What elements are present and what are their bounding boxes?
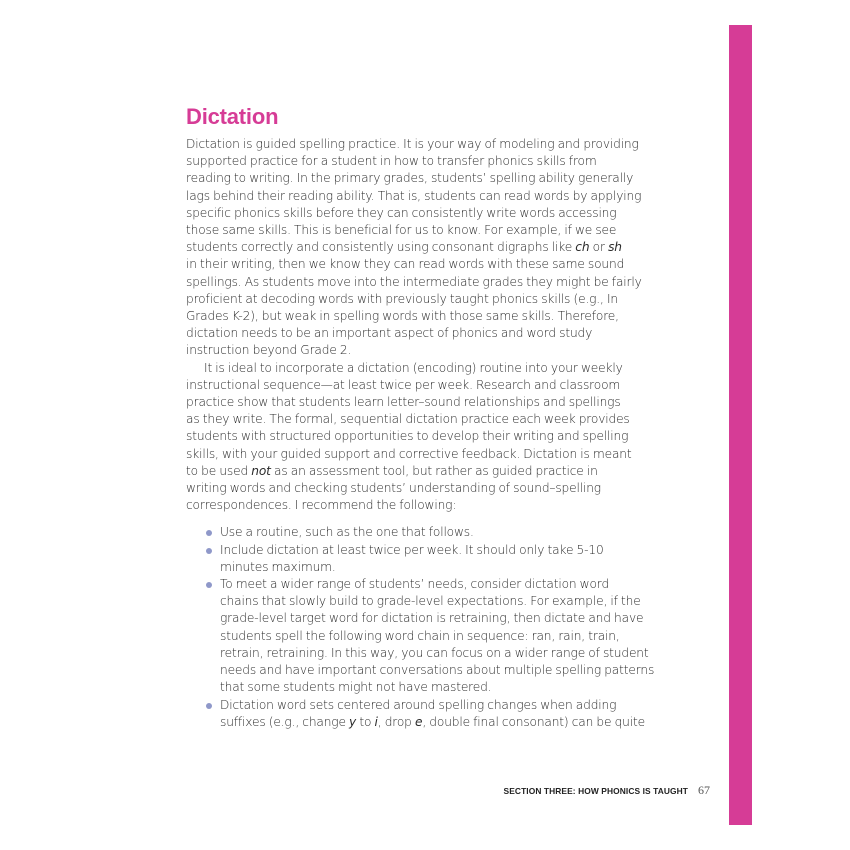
- text-line: those same skills. This is beneficial for us to know. For example, if we see: [186, 223, 617, 238]
- text-line: To meet a wider range of students’ needs, consider dictation word: [220, 577, 610, 592]
- text-run: , double final consonant) can be quite: [422, 714, 645, 729]
- text-line: [186, 463, 641, 480]
- page-footer: [400, 779, 710, 798]
- text-line: chains that slowly build to grade-level expectations. For example, if the: [220, 594, 641, 609]
- text-line: lags behind their reading ability. That is, students can read words by applying: [186, 188, 642, 203]
- running-footer-section: SECTION THREE: HOW PHONICS IS TAUGHT: [503, 786, 688, 796]
- text-line: Use a routine, such as the one that follows.: [220, 525, 474, 540]
- text-line: Dictation word sets centered around spelling changes when adding: [220, 697, 617, 712]
- text-line: as they write. The formal, sequential dictation practice each week provides: [186, 412, 630, 427]
- text-line: correspondences. I recommend the following:: [186, 498, 457, 513]
- list-item: [204, 576, 655, 696]
- text-line: reading to writing. In the primary grades, students’ spelling ability generally: [186, 171, 634, 186]
- text-line: specific phonics skills before they can consistently write words accessing: [186, 205, 617, 220]
- text-line: proficient at decoding words with previously taught phonics skills (e.g., In: [186, 291, 618, 306]
- article-body: [186, 104, 655, 731]
- text-run: students correctly and consistently using consonant digraphs like: [186, 240, 576, 255]
- recommendation-list: [186, 524, 655, 730]
- bullet-dot-icon: [206, 703, 212, 709]
- text-line: students with structured opportunities to develop their writing and spelling: [186, 429, 629, 444]
- italic-term: e: [415, 714, 423, 729]
- text-run: suffixes (e.g., change: [220, 714, 350, 729]
- italic-term: not: [251, 463, 271, 478]
- page-title: Dictation: [186, 104, 279, 129]
- list-item: [204, 542, 641, 576]
- text-line: writing words and checking students’ understanding of sound–spelling: [186, 481, 601, 496]
- text-line: Dictation is guided spelling practice. It is your way of modeling and providing: [186, 137, 639, 151]
- text-line: minutes maximum.: [220, 559, 336, 574]
- text-line: instruction beyond Grade 2.: [186, 343, 352, 358]
- italic-term: ch: [575, 240, 590, 255]
- text-line: dictation needs to be an important aspect of phonics and word study: [186, 326, 593, 341]
- text-line: It is ideal to incorporate a dictation (encoding) routine into your weekly: [204, 360, 623, 375]
- text-line: retrain, retraining. In this way, you can focus on a wider range of student: [220, 645, 649, 660]
- text-run: or: [589, 240, 609, 255]
- bullet-dot-icon: [206, 530, 212, 536]
- text-line: Grades K-2), but weak in spelling words with those same skills. Therefore,: [186, 309, 619, 324]
- text-line: [220, 714, 645, 731]
- text-line: grade-level target word for dictation is retraining, then dictate and have: [220, 611, 644, 626]
- text-line: in their writing, then we know they can read words with these same sound: [186, 257, 625, 272]
- text-line: needs and have important conversations about multiple spelling patterns: [220, 663, 655, 678]
- text-line: Include dictation at least twice per week. It should only take 5-10: [220, 542, 604, 557]
- text-line: practice show that students learn letter–sound relationships and spellings: [186, 395, 621, 410]
- bullet-dot-icon: [206, 582, 212, 588]
- text-line: students spell the following word chain in sequence: ran, rain, train,: [220, 628, 620, 643]
- text-line: [186, 239, 641, 256]
- italic-term: sh: [608, 240, 622, 255]
- page-number: 67: [698, 783, 710, 797]
- text-run: to: [356, 714, 375, 729]
- italic-term: y: [349, 714, 357, 729]
- text-line: supported practice for a student in how to transfer phonics skills from: [186, 154, 597, 169]
- paragraph-1: [186, 136, 641, 360]
- list-item: [204, 524, 641, 541]
- text-line: instructional sequence—at least twice per week. Research and classroom: [186, 377, 621, 392]
- sidebar-accent-bar: [729, 25, 752, 825]
- paragraph-2: [186, 360, 641, 515]
- italic-term: i: [374, 714, 378, 729]
- text-line: spellings. As students move into the intermediate grades they might be fairly: [186, 274, 642, 289]
- text-run: as an assessment tool, but rather as guided practice in: [270, 463, 598, 478]
- list-item: [204, 697, 645, 731]
- bullet-dot-icon: [206, 548, 212, 554]
- text-run: to be used: [186, 463, 252, 478]
- text-line: skills, with your guided support and corrective feedback. Dictation is meant: [186, 446, 632, 461]
- text-line: that some students might not have mastered.: [220, 680, 492, 695]
- text-run: , drop: [377, 714, 415, 729]
